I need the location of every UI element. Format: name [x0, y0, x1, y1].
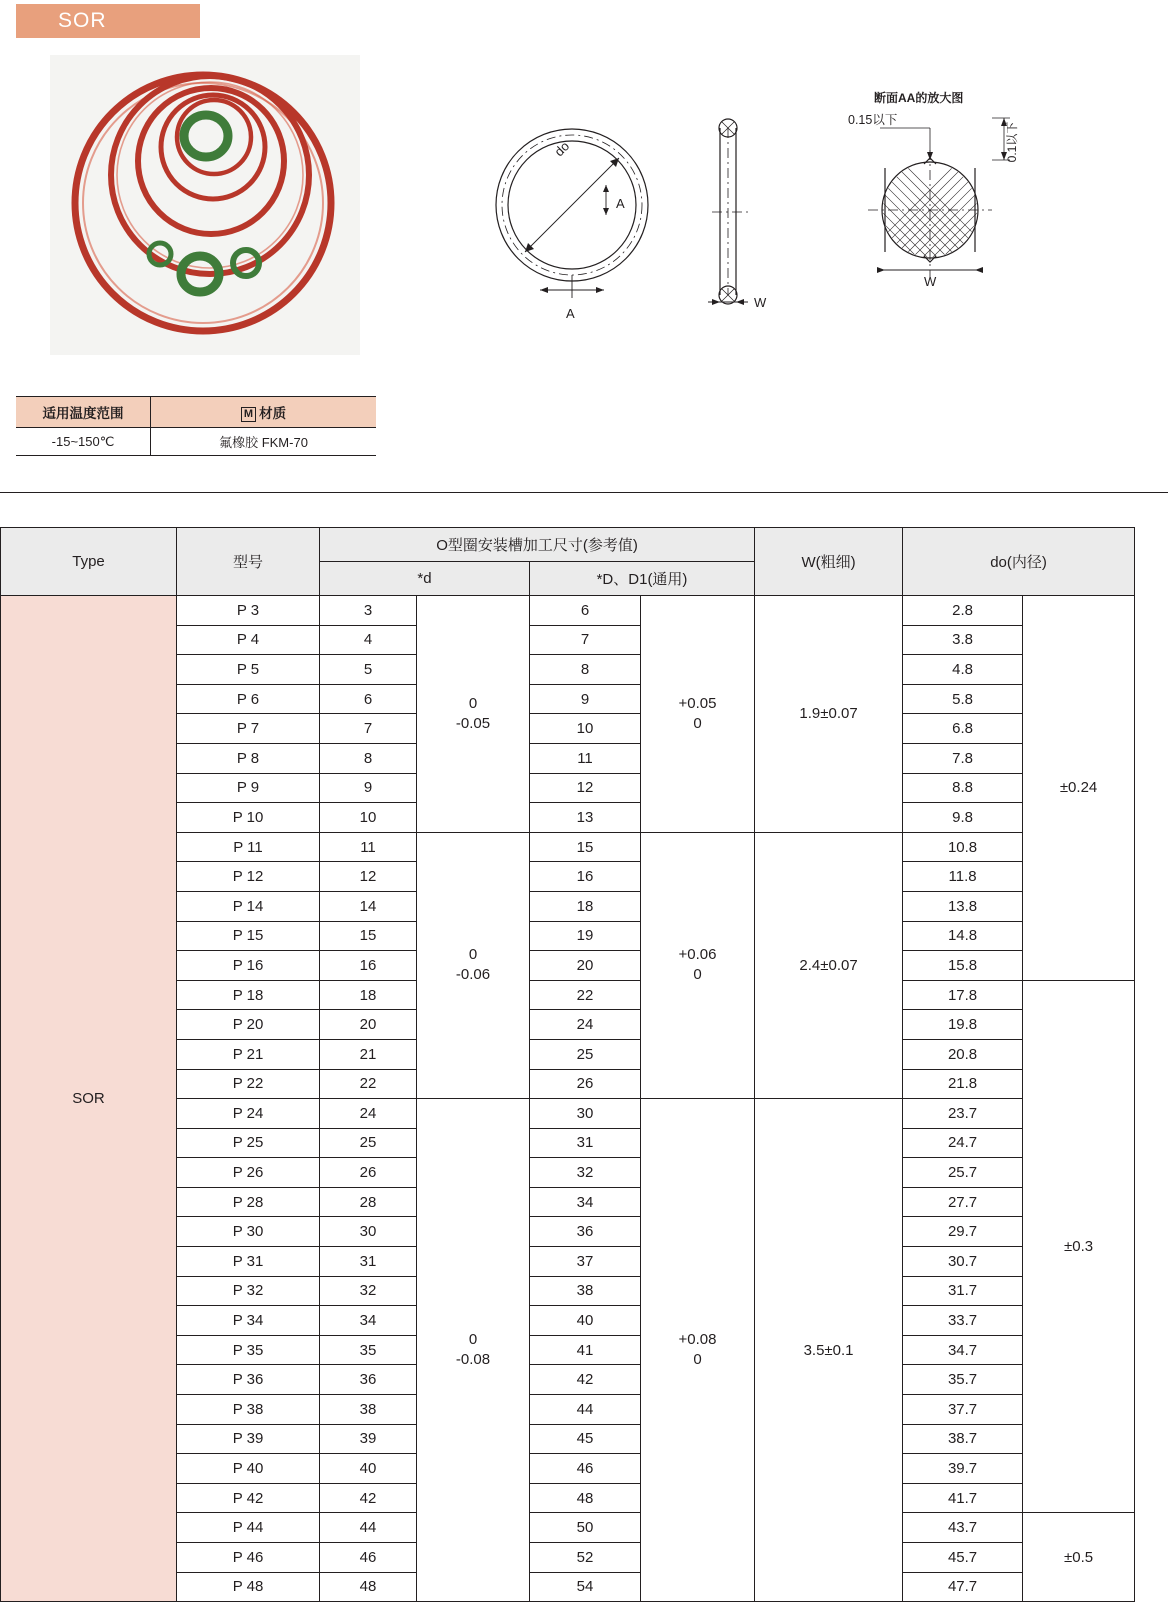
cell-do: 27.7: [903, 1187, 1023, 1217]
cell-d: 24: [320, 1099, 417, 1129]
cell-model: P 5: [177, 655, 320, 685]
cell-d-tolerance: 0 -0.06: [417, 832, 530, 1098]
cell-do: 19.8: [903, 1010, 1023, 1040]
cell-d: 22: [320, 1069, 417, 1099]
cell-do: 21.8: [903, 1069, 1023, 1099]
cell-D-tolerance: +0.08 0: [641, 1099, 755, 1602]
cell-do: 7.8: [903, 743, 1023, 773]
cell-D: 42: [530, 1365, 641, 1395]
cell-d: 44: [320, 1513, 417, 1543]
cell-model: P 8: [177, 743, 320, 773]
cell-model: P 15: [177, 921, 320, 951]
cell-model: P 40: [177, 1454, 320, 1484]
cell-do: 6.8: [903, 714, 1023, 744]
cell-model: P 16: [177, 951, 320, 981]
cell-D: 40: [530, 1306, 641, 1336]
cell-model: P 7: [177, 714, 320, 744]
cell-D: 31: [530, 1128, 641, 1158]
cell-d: 8: [320, 743, 417, 773]
cell-D: 19: [530, 921, 641, 951]
label-W-section: W: [924, 274, 937, 289]
cell-model: P 35: [177, 1335, 320, 1365]
cell-D: 8: [530, 655, 641, 685]
cell-do: 15.8: [903, 951, 1023, 981]
cell-D: 11: [530, 743, 641, 773]
cell-d: 9: [320, 773, 417, 803]
cell-d: 32: [320, 1276, 417, 1306]
cell-d: 6: [320, 684, 417, 714]
o-ring-photo-illustration: [50, 55, 360, 355]
cell-model: P 42: [177, 1483, 320, 1513]
cell-do: 11.8: [903, 862, 1023, 892]
label-A-bottom: A: [566, 306, 575, 321]
cell-model: P 48: [177, 1572, 320, 1602]
cell-model: P 14: [177, 891, 320, 921]
cell-d-tolerance: 0 -0.08: [417, 1099, 530, 1602]
cell-d: 16: [320, 951, 417, 981]
cell-d: 36: [320, 1365, 417, 1395]
spec-header-material: [151, 397, 377, 428]
header-groove: O型圈安装槽加工尺寸(参考值): [320, 528, 755, 562]
cell-d: 14: [320, 891, 417, 921]
cell-do: 13.8: [903, 891, 1023, 921]
cell-do: 4.8: [903, 655, 1023, 685]
cell-do: 25.7: [903, 1158, 1023, 1188]
cell-model: P 38: [177, 1395, 320, 1425]
cell-d: 21: [320, 1039, 417, 1069]
cell-d: 26: [320, 1158, 417, 1188]
section-divider: [0, 492, 1168, 493]
cell-d: 10: [320, 803, 417, 833]
cell-D: 25: [530, 1039, 641, 1069]
cell-D: 26: [530, 1069, 641, 1099]
cell-do: 9.8: [903, 803, 1023, 833]
cell-d: 11: [320, 832, 417, 862]
dimension-drawings-svg: [480, 80, 1080, 330]
cell-D: 30: [530, 1099, 641, 1129]
cell-do: 8.8: [903, 773, 1023, 803]
cell-d: 42: [320, 1483, 417, 1513]
cell-model: P 10: [177, 803, 320, 833]
cell-d: 3: [320, 596, 417, 626]
cell-do: 39.7: [903, 1454, 1023, 1484]
product-photo: [50, 55, 360, 355]
cell-model: P 31: [177, 1247, 320, 1277]
cell-D: 15: [530, 832, 641, 862]
spec-data-row: [16, 428, 376, 456]
cell-do: 3.8: [903, 625, 1023, 655]
cell-D-tolerance: +0.06 0: [641, 832, 755, 1098]
cell-D: 48: [530, 1483, 641, 1513]
cell-d: 38: [320, 1395, 417, 1425]
cell-do: 24.7: [903, 1128, 1023, 1158]
cell-model: P 32: [177, 1276, 320, 1306]
cell-do: 41.7: [903, 1483, 1023, 1513]
label-015: 0.15以下: [848, 113, 898, 127]
cell-do: 14.8: [903, 921, 1023, 951]
cell-D: 34: [530, 1187, 641, 1217]
cell-model: P 12: [177, 862, 320, 892]
cell-d: 35: [320, 1335, 417, 1365]
cell-d: 25: [320, 1128, 417, 1158]
label-01-tol: 0.1以下: [1005, 121, 1019, 163]
cell-model: P 30: [177, 1217, 320, 1247]
spec-header-temp: 适用温度范围: [16, 397, 151, 428]
cell-d: 46: [320, 1543, 417, 1573]
cell-D-tolerance: +0.05 0: [641, 596, 755, 833]
cell-model: P 22: [177, 1069, 320, 1099]
cell-do: 35.7: [903, 1365, 1023, 1395]
cell-model: P 39: [177, 1424, 320, 1454]
cell-d: 12: [320, 862, 417, 892]
cell-D: 16: [530, 862, 641, 892]
cell-W: 3.5±0.1: [755, 1099, 903, 1602]
cell-D: 44: [530, 1395, 641, 1425]
label-do: do: [551, 138, 573, 160]
material-spec-table: [16, 396, 376, 456]
header-D: *D、D1(通用): [530, 562, 755, 596]
cell-do: 23.7: [903, 1099, 1023, 1129]
cell-do: 30.7: [903, 1247, 1023, 1277]
product-series-tag: SOR: [16, 4, 200, 38]
cell-do: 47.7: [903, 1572, 1023, 1602]
header-do: do(内径): [903, 528, 1135, 596]
cell-model: P 18: [177, 980, 320, 1010]
header-type: Type: [1, 528, 177, 596]
header-model: 型号: [177, 528, 320, 596]
technical-drawings: [480, 80, 1080, 330]
cell-D: 7: [530, 625, 641, 655]
material-badge: M: [241, 407, 256, 422]
type-cell: SOR: [1, 596, 177, 1602]
cell-D: 45: [530, 1424, 641, 1454]
header-W: W(粗细): [755, 528, 903, 596]
cell-d: 18: [320, 980, 417, 1010]
cell-model: P 46: [177, 1543, 320, 1573]
cell-d: 34: [320, 1306, 417, 1336]
cell-D: 46: [530, 1454, 641, 1484]
cell-d: 7: [320, 714, 417, 744]
cell-d: 39: [320, 1424, 417, 1454]
cell-do: 34.7: [903, 1335, 1023, 1365]
cell-d: 30: [320, 1217, 417, 1247]
cell-model: P 21: [177, 1039, 320, 1069]
cell-do: 5.8: [903, 684, 1023, 714]
cell-do: 2.8: [903, 596, 1023, 626]
spec-temp-value: -15~150℃: [16, 428, 151, 456]
cell-model: P 36: [177, 1365, 320, 1395]
cell-do-tolerance: ±0.24: [1023, 596, 1135, 981]
cell-do-tolerance: ±0.3: [1023, 980, 1135, 1513]
cell-d: 28: [320, 1187, 417, 1217]
dimension-table-wrap: [0, 527, 1168, 1602]
cell-do: 10.8: [903, 832, 1023, 862]
cell-model: P 25: [177, 1128, 320, 1158]
cell-model: P 28: [177, 1187, 320, 1217]
cell-D: 24: [530, 1010, 641, 1040]
cell-do: 43.7: [903, 1513, 1023, 1543]
cell-D: 12: [530, 773, 641, 803]
cell-D: 13: [530, 803, 641, 833]
cell-do: 31.7: [903, 1276, 1023, 1306]
cell-model: P 20: [177, 1010, 320, 1040]
cell-do: 33.7: [903, 1306, 1023, 1336]
cell-D: 32: [530, 1158, 641, 1188]
cell-d: 31: [320, 1247, 417, 1277]
cell-model: P 3: [177, 596, 320, 626]
label-section-title: 断面AA的放大图: [874, 91, 964, 105]
cell-D: 52: [530, 1543, 641, 1573]
cell-model: P 4: [177, 625, 320, 655]
cell-model: P 44: [177, 1513, 320, 1543]
cell-d: 48: [320, 1572, 417, 1602]
cell-D: 6: [530, 596, 641, 626]
cell-d: 4: [320, 625, 417, 655]
cell-do: 37.7: [903, 1395, 1023, 1425]
cell-D: 38: [530, 1276, 641, 1306]
cell-do: 45.7: [903, 1543, 1023, 1573]
cell-D: 22: [530, 980, 641, 1010]
spec-header-material-label: 材质: [259, 406, 287, 421]
cell-model: P 34: [177, 1306, 320, 1336]
cell-D: 18: [530, 891, 641, 921]
cell-D: 50: [530, 1513, 641, 1543]
cell-do: 38.7: [903, 1424, 1023, 1454]
cell-D: 10: [530, 714, 641, 744]
cell-model: P 24: [177, 1099, 320, 1129]
cell-W: 2.4±0.07: [755, 832, 903, 1098]
cell-D: 54: [530, 1572, 641, 1602]
table-row: [1, 596, 1135, 626]
label-W-side: W: [754, 295, 767, 310]
cell-do: 29.7: [903, 1217, 1023, 1247]
cell-D: 36: [530, 1217, 641, 1247]
cell-model: P 11: [177, 832, 320, 862]
cell-D: 37: [530, 1247, 641, 1277]
cell-d: 40: [320, 1454, 417, 1484]
cell-D: 20: [530, 951, 641, 981]
cell-d-tolerance: 0 -0.05: [417, 596, 530, 833]
table-header-row-1: [1, 528, 1135, 562]
cell-model: P 26: [177, 1158, 320, 1188]
cell-model: P 6: [177, 684, 320, 714]
cell-d: 15: [320, 921, 417, 951]
cell-model: P 9: [177, 773, 320, 803]
dimension-table: [0, 527, 1135, 1602]
label-A-top: A: [616, 196, 625, 211]
cell-D: 41: [530, 1335, 641, 1365]
header-d: *d: [320, 562, 530, 596]
cell-d: 20: [320, 1010, 417, 1040]
cell-do-tolerance: ±0.5: [1023, 1513, 1135, 1602]
cell-W: 1.9±0.07: [755, 596, 903, 833]
cell-do: 17.8: [903, 980, 1023, 1010]
cell-do: 20.8: [903, 1039, 1023, 1069]
spec-header-row: [16, 397, 376, 428]
cell-d: 5: [320, 655, 417, 685]
spec-material-value: 氟橡胶 FKM-70: [151, 428, 377, 456]
cell-D: 9: [530, 684, 641, 714]
